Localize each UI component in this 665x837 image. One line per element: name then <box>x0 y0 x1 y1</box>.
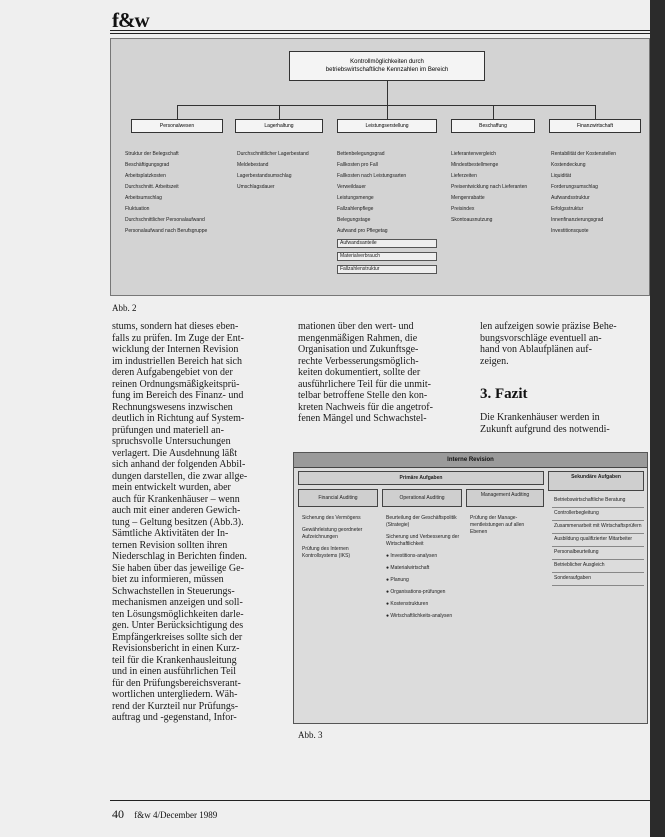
kennzahl-item: Preisentwicklung nach Lieferanten <box>451 184 528 190</box>
category-personalwesen: Personalwesen <box>131 119 223 133</box>
footer-text: f&w 4/December 1989 <box>134 810 218 820</box>
kennzahl-item: Arbeitsumschlag <box>125 195 162 201</box>
text-line: Schwachstellen in Steuerungs- <box>112 585 235 597</box>
text-line: verlagert. Die Ausdehnung läßt <box>112 447 237 459</box>
text-line: dungen darstellen, die zwar allge- <box>112 470 248 482</box>
kennzahl-item: Verweildauer <box>337 184 366 190</box>
secondary-item: Personalbeurteilung <box>552 547 644 560</box>
audit-bullet-item: ● Organisations-prüfungen <box>386 589 462 596</box>
kennzahl-item: Belegungstage <box>337 217 371 223</box>
operational-auditing-header: Operational Auditing <box>382 489 462 507</box>
text-line: teil für die Krankenhausleitung <box>112 654 237 666</box>
text-line: ternen Revision sollten ihren <box>112 539 228 551</box>
kennzahl-item: Fallzahlenstruktur <box>337 265 437 274</box>
text-line: auch für Krankenhäuser – wenn <box>112 493 240 505</box>
text-line: tung – Geltung besitzen (Abb.3). <box>112 516 244 528</box>
text-line: zeigen. <box>480 355 509 367</box>
kennzahl-item: Personalaufwand nach Berufsgruppe <box>125 228 208 234</box>
text-line: Niederschlag in Berichten finden. <box>112 551 247 562</box>
magazine-logo: f&w <box>112 8 149 32</box>
operational-auditing-list <box>386 515 462 625</box>
kennzahl-item: Umschlagsdauer <box>237 184 275 190</box>
figure-3-caption: Abb. 3 <box>298 730 323 740</box>
text-line: Sämtliche Aktivitäten der In- <box>112 528 229 539</box>
footer-rule <box>110 800 650 801</box>
leistungserstellung-list <box>337 151 437 278</box>
kennzahl-item: Materialverbrauch <box>337 252 437 261</box>
secondary-item: Ausbildung qualifizierter Mitarbeiter <box>552 534 644 547</box>
text-line: ausführlichere Teil für die unmit- <box>298 378 431 390</box>
personalwesen-list <box>125 151 221 239</box>
secondary-item: Zusammenarbeit mit Wirtschaftsprüfern <box>552 521 644 534</box>
connector-line <box>493 105 494 119</box>
right-text-column <box>480 321 648 367</box>
kennzahl-item: Lieferantenvergleich <box>451 151 497 157</box>
primary-tasks-header: Primäre Aufgaben <box>298 471 544 485</box>
text-line: wicklung der Internen Revision <box>112 344 239 355</box>
kennzahl-item: Kostendeckung <box>551 162 586 168</box>
audit-bullet-item: ● Planung <box>386 577 462 584</box>
figure-3 <box>293 452 648 724</box>
kennzahl-item: Innenfinanzierungsgrad <box>551 217 604 223</box>
text-line: Organisation und Zukunftsge- <box>298 344 419 355</box>
kennzahl-item: Fallkosten nach Leistungsarten <box>337 173 407 179</box>
figure-2-title <box>289 51 485 81</box>
kennzahl-item: Durchschnitt. Arbeitszeit <box>125 184 179 190</box>
audit-bullet-item: ● Wirtschaftlichkeits-analysen <box>386 613 462 620</box>
audit-item: Sicherung und Verbesserung der Wirtschaftlichkeit <box>386 534 460 547</box>
text-line: mechanismen anzeigen und soll- <box>112 597 243 608</box>
text-line: Zukunft aufgrund des notwendi- <box>480 423 610 435</box>
text-line: Empfängerkreises sollte sich der <box>112 631 243 643</box>
middle-text-column <box>298 321 470 425</box>
text-line: deutlich in Richtung auf System- <box>112 413 245 424</box>
text-line: fenen Mängel und Schwachstel- <box>298 413 427 424</box>
connector-line <box>279 105 280 119</box>
text-line: für den Prüfungsbereichsverant- <box>112 677 241 689</box>
audit-item: Prüfung der Manage-mentleistungen auf allen Ebenen <box>470 515 525 535</box>
kennzahl-item: Mengenrabatte <box>451 195 485 201</box>
kennzahl-item: Fluktuation <box>125 206 150 212</box>
text-line: mationen über den wert- und <box>298 321 414 332</box>
text-line: keiten dokumentiert, sollte der <box>298 367 421 378</box>
kennzahl-item: Erfolgsstruktur <box>551 206 584 212</box>
page-footer <box>112 807 217 822</box>
audit-item: Sicherung des Vermögens <box>302 515 361 521</box>
finanzwirtschaft-list <box>551 151 643 239</box>
text-line: im industriellen Bereich hat sich <box>112 355 242 367</box>
figure-2-caption: Abb. 2 <box>112 303 137 313</box>
text-line: auftrag und -gegenstand, Infor- <box>112 712 237 723</box>
secondary-tasks-list <box>552 495 644 586</box>
kennzahl-item: Meldebestand <box>237 162 269 168</box>
text-line: und in einen ausführlichen Teil <box>112 666 237 677</box>
audit-item: Beurteilung der Geschäftspolitik (Strategie) <box>386 515 457 528</box>
kennzahl-item: Bettenbelegungsgrad <box>337 151 385 157</box>
secondary-tasks-header: Sekundäre Aufgaben <box>548 471 644 491</box>
text-line: Rechnungswesens inzwischen <box>112 401 233 413</box>
text-line: biet zu informieren, müssen <box>112 574 224 585</box>
kennzahl-item: Struktur der Belegschaft <box>125 151 179 157</box>
kennzahl-item: Fallzahlenpflege <box>337 206 374 212</box>
beschaffung-list <box>451 151 539 228</box>
text-line: len aufzeigen sowie präzise Behe- <box>480 321 617 332</box>
figure-3-title: Interne Revision <box>294 453 647 468</box>
kennzahl-item: Liquidität <box>551 173 572 179</box>
category-leistungserstellung: Leistungserstellung <box>337 119 437 133</box>
connector-line <box>387 105 388 119</box>
secondary-item: Betrieblicher Ausgleich <box>552 560 644 573</box>
audit-bullet-item: ● Materialwirtschaft <box>386 565 462 572</box>
category-lagerhaltung: Lagerhaltung <box>235 119 323 133</box>
text-line: deren Aufgabengebiet von der <box>112 367 233 378</box>
text-line: auch mit einer anderen Gewich- <box>112 505 241 516</box>
secondary-item: Betriebswirtschaftliche Beratung <box>552 495 644 508</box>
text-line: fung im Bereich des Finanz- und <box>112 390 244 401</box>
secondary-item: Sonderaufgaben <box>552 573 644 586</box>
text-line: gen. Unter Berücksichtigung des <box>112 620 244 631</box>
kennzahl-item: Lagerbestandsumschlag <box>237 173 292 179</box>
audit-item: Gewährleistung geordneter Aufzeichnungen <box>302 527 363 540</box>
text-line: ten Lösungsmöglichkeiten darle- <box>112 608 244 620</box>
financial-auditing-header: Financial Auditing <box>298 489 378 507</box>
text-line: Die Krankenhäuser werden in <box>480 412 600 423</box>
kennzahl-item: Forderungsumschlag <box>551 184 598 190</box>
right-text-column-2 <box>480 412 648 435</box>
text-line: mengenmäßigen Rahmen, die <box>298 332 418 344</box>
category-beschaffung: Beschaffung <box>451 119 535 133</box>
text-line: falls zu prüfen. Im Zuge der Ent- <box>112 332 244 344</box>
audit-item: Prüfung des Internen Kontrollsystems (IKS) <box>302 546 351 559</box>
left-text-column <box>112 321 282 724</box>
connector-line <box>177 105 178 119</box>
figure-2-title-line-2: betriebswirtschaftliche Kennzahlen im Bereich <box>325 67 449 73</box>
text-line: reinen Ordnungsmäßigkeitsprü- <box>112 378 240 390</box>
kennzahl-item: Skontoausnutzung <box>451 217 493 223</box>
kennzahl-item: Arbeitsplatzkosten <box>125 173 166 179</box>
section-heading: 3. Fazit <box>480 386 528 402</box>
kennzahl-item: Mindestbestellmenge <box>451 162 499 168</box>
kennzahl-item: Durchschnittlicher Personalaufwand <box>125 217 205 223</box>
text-line: spruchsvolle Untersuchungen <box>112 436 231 447</box>
text-line: rechte Verbesserungsmöglich- <box>298 355 419 367</box>
management-auditing-header: Management Auditing <box>466 489 544 507</box>
text-line: sich anhand der folgenden Abbil- <box>112 459 246 470</box>
header-rule-2 <box>110 33 650 34</box>
audit-bullet-item: ● Kostenstrukturen <box>386 601 462 608</box>
kennzahl-item: Preisindex <box>451 206 475 212</box>
header-rule <box>110 30 650 31</box>
management-auditing-list <box>470 515 542 541</box>
secondary-item: Controllerbegleitung <box>552 508 644 521</box>
text-line: mein entwickelt wurden, aber <box>112 482 231 493</box>
kennzahl-item: Aufwand pro Pflegetag <box>337 228 388 234</box>
text-line: Revisionsbericht in einen Kurz- <box>112 643 240 654</box>
financial-auditing-list <box>302 515 376 565</box>
text-line: kreten Nachweis für die angetrof- <box>298 401 433 413</box>
page-number: 40 <box>112 807 124 821</box>
kennzahl-item: Investitionsquote <box>551 228 589 234</box>
figure-2-title-line-1: Kontrollmöglichkeiten durch <box>350 59 424 65</box>
text-line: stums, sondern hat dieses eben- <box>112 321 239 332</box>
text-line: hand von Ablaufplänen auf- <box>480 344 592 355</box>
kennzahl-item: Lieferzeiten <box>451 173 477 179</box>
connector-line <box>387 81 388 105</box>
kennzahl-item: Rentabilität der Kostenstellen <box>551 151 617 157</box>
figure-2 <box>110 38 650 296</box>
page-edge-shadow <box>650 0 665 837</box>
audit-bullet-item: ● Investitions-analysen <box>386 553 462 560</box>
kennzahl-item: Aufwandsanteile <box>337 239 437 248</box>
connector-line <box>595 105 596 119</box>
text-line: bungsvorschläge eventuell an- <box>480 332 602 344</box>
category-finanzwirtschaft: Finanzwirtschaft <box>549 119 641 133</box>
lagerhaltung-list <box>237 151 323 195</box>
kennzahl-item: Leistungsmenge <box>337 195 374 201</box>
kennzahl-item: Durchschnittlicher Lagerbestand <box>237 151 309 157</box>
text-line: Sie haben über das jeweilige Ge- <box>112 562 244 574</box>
text-line: wortlichen untergliedern. Wäh- <box>112 689 238 700</box>
text-line: telbar betroffene Stelle den kon- <box>298 390 428 401</box>
kennzahl-item: Fallkosten pro Fall <box>337 162 378 168</box>
connector-line <box>177 105 595 106</box>
kennzahl-item: Aufwandsstruktur <box>551 195 590 201</box>
text-line: prüfungen und materiell an- <box>112 424 224 436</box>
text-line: rend der Kurzteil nur Prüfungs- <box>112 700 239 712</box>
kennzahl-item: Beschäftigungsgrad <box>125 162 170 168</box>
